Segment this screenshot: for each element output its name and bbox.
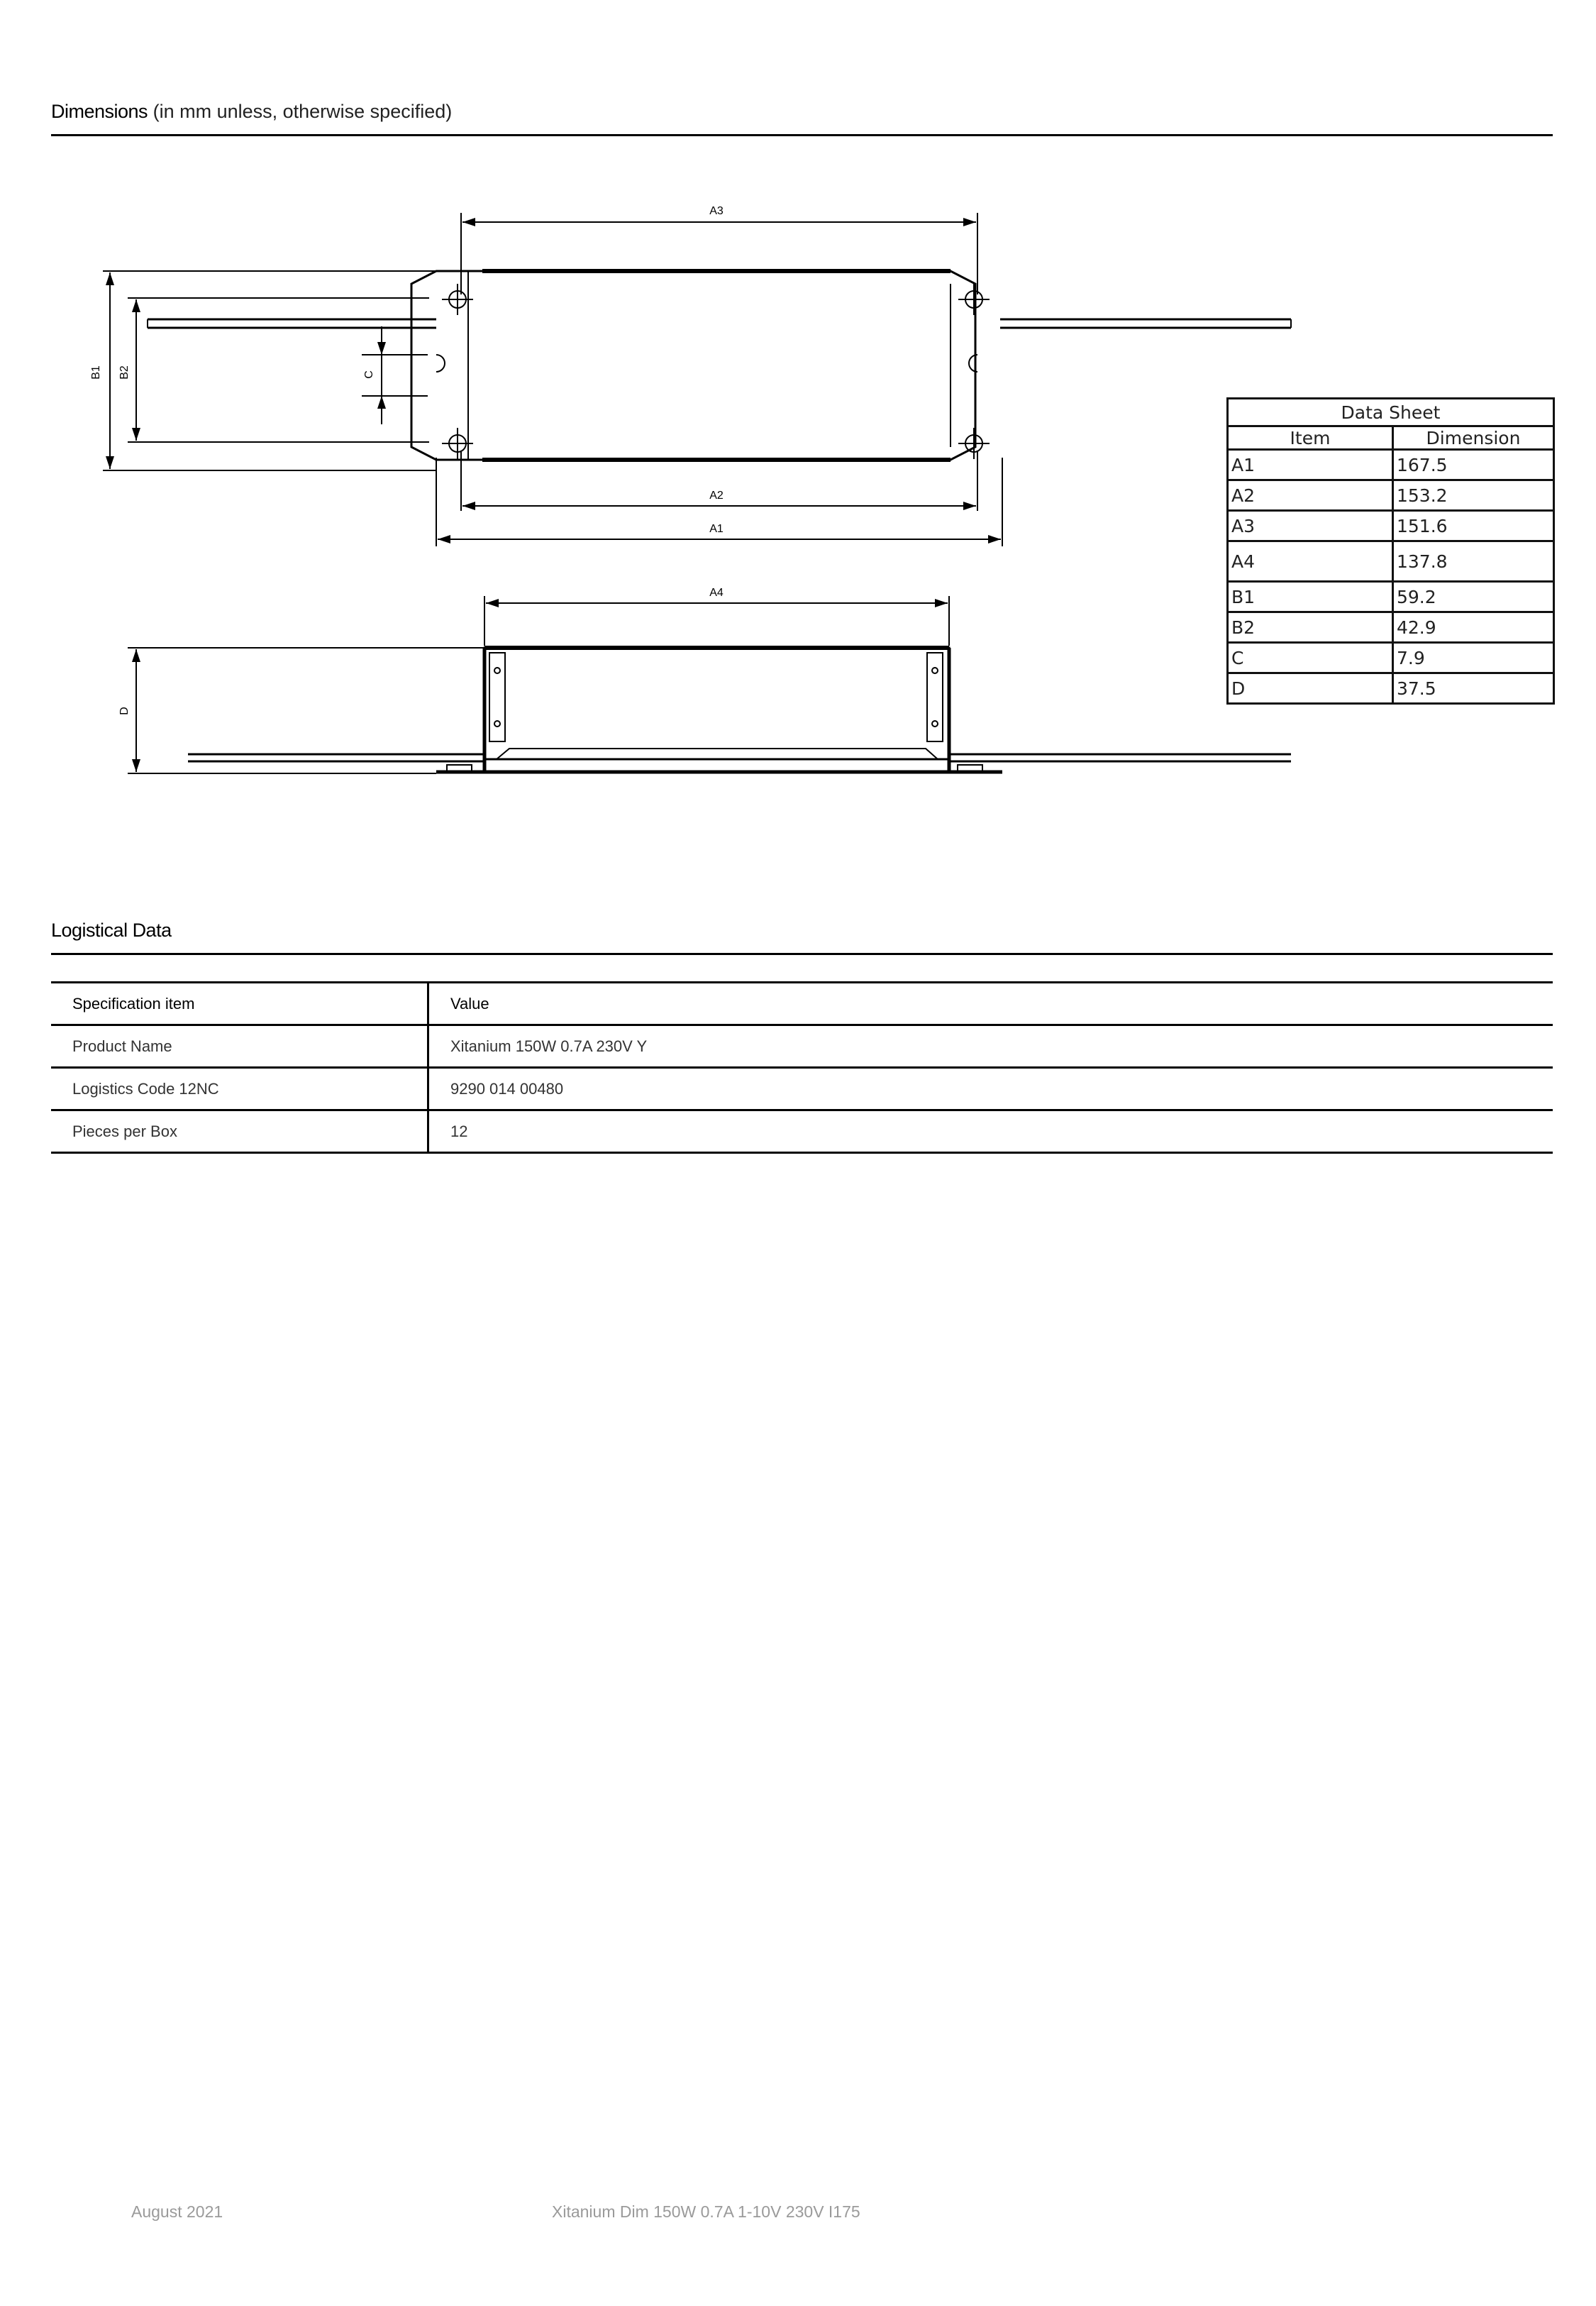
label-c: C — [363, 370, 375, 379]
data-sheet-value: 42.9 — [1393, 612, 1554, 643]
logistical-value: 12 — [428, 1110, 1553, 1153]
data-sheet-item: C — [1228, 643, 1393, 673]
data-sheet-value: 7.9 — [1393, 643, 1554, 673]
table-row — [1228, 480, 1554, 511]
logistical-title: Logistical Data — [51, 920, 172, 941]
data-sheet-col-dimension: Dimension — [1393, 426, 1554, 450]
side-body-outline — [484, 648, 949, 759]
data-sheet-item: A3 — [1228, 511, 1393, 541]
label-a2: A2 — [709, 490, 724, 502]
side-view — [128, 596, 1291, 773]
label-d: D — [118, 707, 131, 715]
data-sheet-title: Data Sheet — [1228, 399, 1554, 426]
table-row — [1228, 673, 1554, 704]
label-a1: A1 — [709, 523, 724, 535]
data-sheet-item: D — [1228, 673, 1393, 704]
data-sheet-table — [1226, 397, 1555, 705]
data-sheet-value: 137.8 — [1393, 541, 1554, 582]
data-sheet-value: 151.6 — [1393, 511, 1554, 541]
data-sheet-col-item: Item — [1228, 426, 1393, 450]
label-b2: B2 — [118, 365, 131, 380]
top-view — [103, 213, 1291, 546]
table-row — [51, 1110, 1553, 1153]
table-row — [51, 1068, 1553, 1110]
dimension-drawing — [71, 177, 1312, 780]
logistical-col-value: Value — [428, 983, 1553, 1025]
mounting-hole — [958, 284, 990, 315]
table-row — [1228, 643, 1554, 673]
data-sheet-item: B1 — [1228, 582, 1393, 612]
table-row — [1228, 511, 1554, 541]
footer-date: August 2021 — [131, 2202, 223, 2221]
dimensions-header — [51, 101, 1553, 136]
data-sheet-item: B2 — [1228, 612, 1393, 643]
logistical-value: Xitanium 150W 0.7A 230V Y — [428, 1025, 1553, 1068]
logistical-spec: Logistics Code 12NC — [51, 1068, 428, 1110]
data-sheet-value: 59.2 — [1393, 582, 1554, 612]
logistical-table — [51, 981, 1553, 1154]
table-row — [1228, 582, 1554, 612]
data-sheet-value: 167.5 — [1393, 450, 1554, 480]
dimensions-subtitle: (in mm unless, otherwise specified) — [153, 101, 453, 122]
table-row — [1228, 450, 1554, 480]
label-a3: A3 — [709, 205, 724, 217]
data-sheet-value: 153.2 — [1393, 480, 1554, 511]
logistical-col-spec: Specification item — [51, 983, 428, 1025]
table-row — [1228, 541, 1554, 582]
table-row — [51, 1025, 1553, 1068]
logistical-spec: Product Name — [51, 1025, 428, 1068]
label-b1: B1 — [90, 365, 102, 380]
footer-product: Xitanium Dim 150W 0.7A 1-10V 230V I175 — [552, 2202, 860, 2221]
label-a4: A4 — [709, 587, 724, 599]
data-sheet-item: A4 — [1228, 541, 1393, 582]
logistical-value: 9290 014 00480 — [428, 1068, 1553, 1110]
table-row — [1228, 612, 1554, 643]
top-body-outline — [411, 271, 975, 460]
data-sheet-value: 37.5 — [1393, 673, 1554, 704]
data-sheet-item: A1 — [1228, 450, 1393, 480]
dimensions-title: Dimensions — [51, 101, 148, 122]
table-header-row — [51, 983, 1553, 1025]
logistical-header — [51, 920, 1553, 955]
logistical-spec: Pieces per Box — [51, 1110, 428, 1153]
data-sheet-item: A2 — [1228, 480, 1393, 511]
